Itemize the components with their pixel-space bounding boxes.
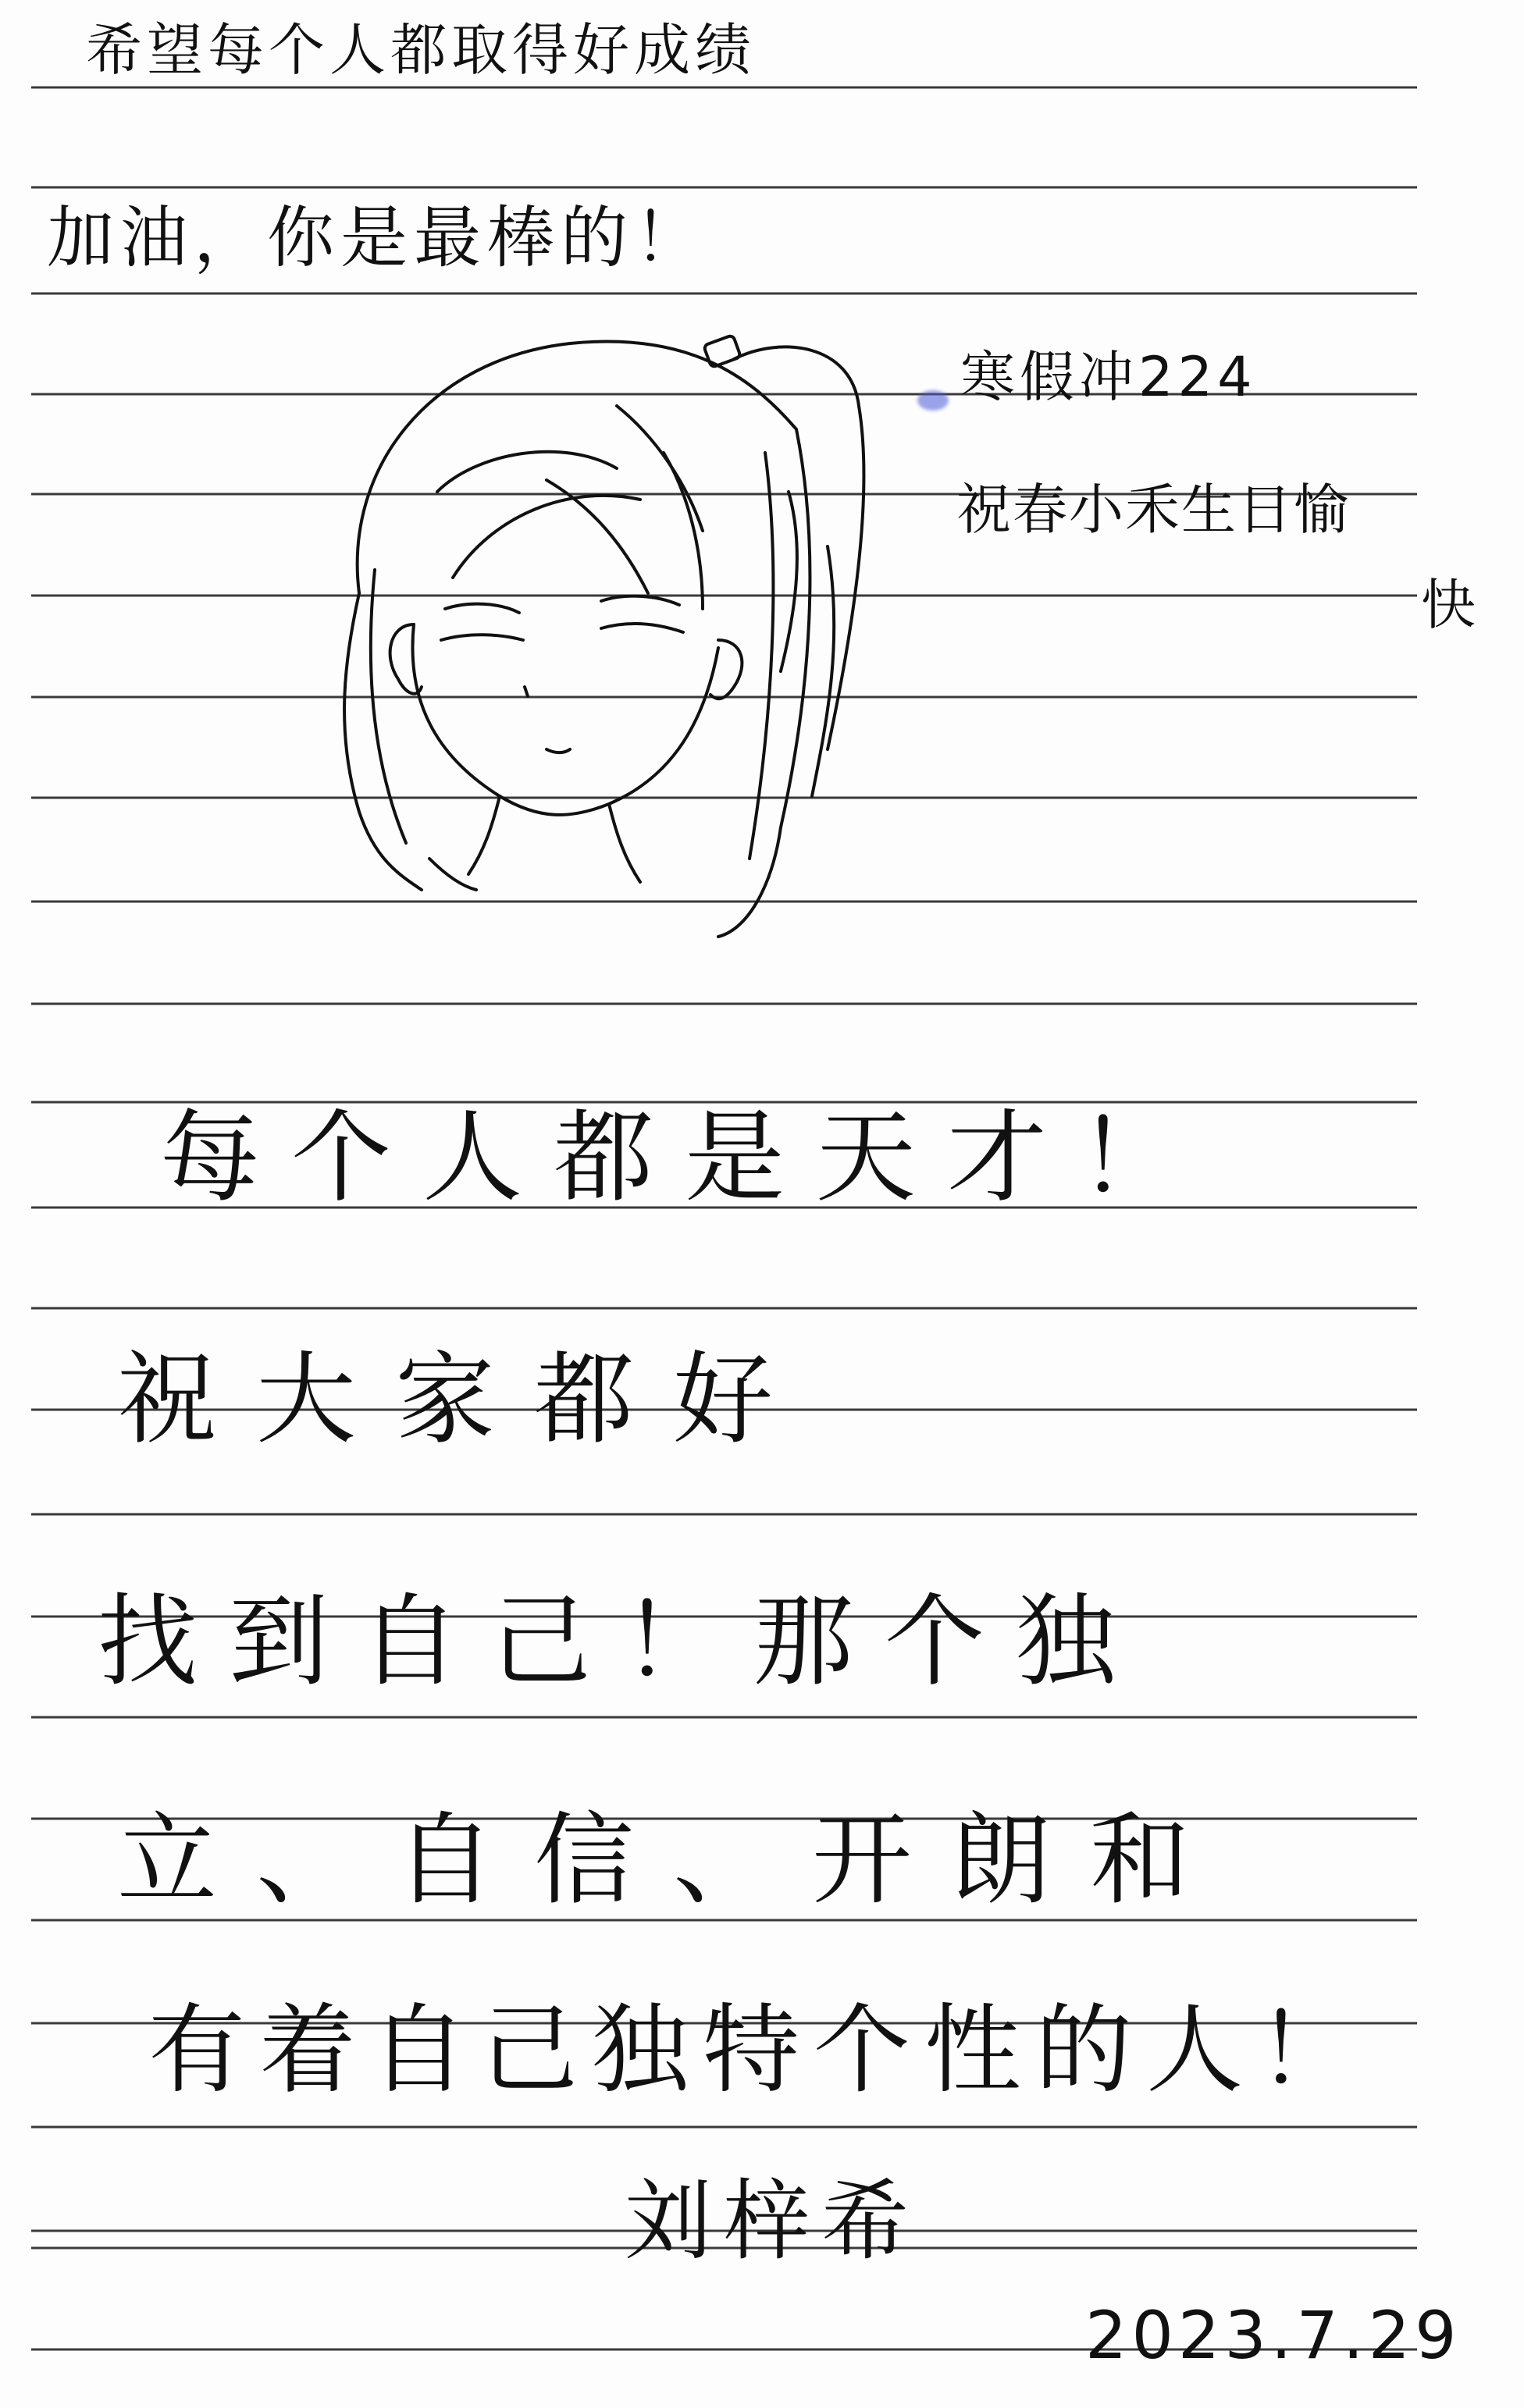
main-line-3: 找到自己！那个独 [98, 1584, 1148, 1700]
side-note-line-3: 快 [1421, 573, 1476, 637]
side-note-line-2: 祝春小禾生日愉 [956, 478, 1350, 542]
girl-sketch-drawing [312, 312, 906, 952]
main-line-2: 祝大家都好 [117, 1342, 813, 1458]
signature-date: 2023.7.29 [1085, 2297, 1462, 2374]
note-line-1: 希望每个人都取得好成绩 [86, 17, 757, 83]
side-note-line-1: 寒假冲224 [960, 345, 1257, 409]
main-line-4: 立、自信、开朗和 [117, 1802, 1230, 1919]
main-line-5: 有着自己独特个性的人！ [148, 1994, 1369, 2107]
note-line-2: 加油，你是最棒的！ [47, 199, 707, 277]
blue-ink-smudge [917, 390, 949, 411]
signature-name: 刘梓希 [625, 2171, 920, 2272]
main-line-1: 每个人都是天才！ [160, 1100, 1210, 1216]
